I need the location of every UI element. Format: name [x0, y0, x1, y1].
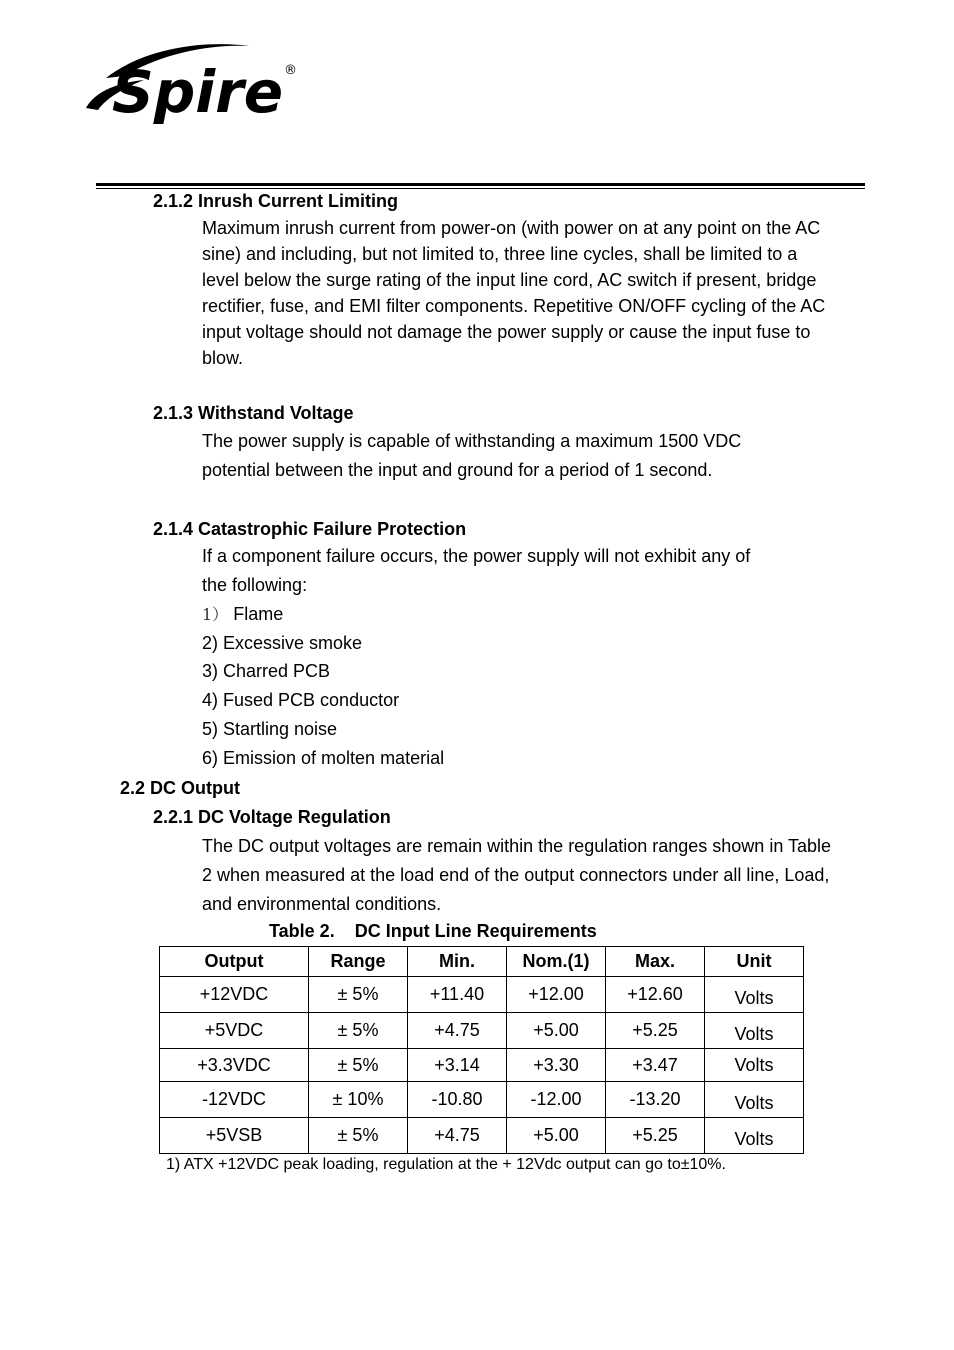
table-cell: Volts [705, 1118, 804, 1154]
registered-mark: ® [284, 63, 297, 78]
table-cell: +12VDC [160, 977, 309, 1013]
spire-logo [84, 38, 304, 133]
list-item [202, 603, 283, 626]
paragraph-catastrophic-failure [202, 542, 750, 600]
table-cell: -13.20 [606, 1082, 705, 1118]
table-cell: +3.30 [507, 1049, 606, 1082]
paragraph-line: input voltage should not damage the power supply or cause the input fuse to [202, 322, 811, 342]
table-cell: Volts [705, 1013, 804, 1049]
paragraph-line: rectifier, fuse, and EMI filter components. Repetitive ON/OFF cycling of the AC [202, 296, 826, 316]
heading-2-2: 2.2 DC Output [120, 778, 240, 798]
paragraph-line: blow. [202, 348, 244, 368]
table-cell: +12.00 [507, 977, 606, 1013]
table-cell: +3.14 [408, 1049, 507, 1082]
table-row [160, 1013, 804, 1049]
table-cell: -12VDC [160, 1082, 309, 1118]
table-footnote: 1) ATX +12VDC peak loading, regulation at the + 12Vdc output can go to±10%. [166, 1156, 726, 1173]
paragraph-line: sine) and including, but not limited to, three line cycles, shall be limited to a [202, 244, 798, 264]
heading-2-1-2: 2.1.2 Inrush Current Limiting [153, 191, 399, 211]
column-header-output: Output [160, 947, 309, 977]
table-row [160, 1118, 804, 1154]
paragraph-line: and environmental conditions. [202, 894, 442, 914]
table-cell: +5.00 [507, 1118, 606, 1154]
table-cell: -12.00 [507, 1082, 606, 1118]
paragraph-withstand-voltage [202, 427, 741, 485]
table-cell: ± 5% [309, 977, 408, 1013]
heading-2-1-4: 2.1.4 Catastrophic Failure Protection [153, 519, 467, 539]
list-item: 2) Excessive smoke [202, 633, 363, 653]
table-cell: Volts [705, 977, 804, 1013]
column-header-unit: Unit [705, 947, 804, 977]
paragraph-line: The DC output voltages are remain within the regulation ranges shown in Table [202, 836, 832, 856]
table-cell: Volts [705, 1049, 804, 1082]
table-cell: +4.75 [408, 1013, 507, 1049]
table-cell: +4.75 [408, 1118, 507, 1154]
table-header-row [160, 947, 804, 977]
logo-wordmark: Spire [112, 58, 284, 126]
table-cell: +5VDC [160, 1013, 309, 1049]
paragraph-inrush-current [202, 215, 825, 371]
list-item: 6) Emission of molten material [202, 748, 445, 768]
table-cell: +5VSB [160, 1118, 309, 1154]
table-cell: Volts [705, 1082, 804, 1118]
table-cell: +12.60 [606, 977, 705, 1013]
table-row [160, 1082, 804, 1118]
table-cell: +5.00 [507, 1013, 606, 1049]
heading-2-1-3: 2.1.3 Withstand Voltage [153, 403, 354, 423]
list-item-text: Flame [233, 604, 284, 624]
table-cell: +3.47 [606, 1049, 705, 1082]
paragraph-line: potential between the input and ground for a period of 1 second. [202, 460, 713, 480]
paragraph-line: 2 when measured at the load end of the output connectors under all line, Load, [202, 865, 830, 885]
table-cell: +11.40 [408, 977, 507, 1013]
list-item: 4) Fused PCB conductor [202, 690, 400, 710]
list-item: 3) Charred PCB [202, 661, 331, 681]
table-cell: +3.3VDC [160, 1049, 309, 1082]
list-item-number: 1） [202, 605, 229, 624]
table-cell: -10.80 [408, 1082, 507, 1118]
paragraph-line: the following: [202, 575, 308, 595]
table-cell: ± 5% [309, 1118, 408, 1154]
table-cell: ± 10% [309, 1082, 408, 1118]
header-rule-thick [96, 183, 865, 186]
heading-2-2-1: 2.2.1 DC Voltage Regulation [153, 807, 391, 827]
table-cell: +5.25 [606, 1118, 705, 1154]
table-cell: ± 5% [309, 1049, 408, 1082]
table-cell: ± 5% [309, 1013, 408, 1049]
column-header-min: Min. [408, 947, 507, 977]
table-caption: Table 2. DC Input Line Requirements [269, 921, 597, 941]
table-row [160, 1049, 804, 1082]
paragraph-line: If a component failure occurs, the power supply will not exhibit any of [202, 546, 751, 566]
column-header-nom: Nom.(1) [507, 947, 606, 977]
table-row [160, 977, 804, 1013]
list-item: 5) Startling noise [202, 719, 338, 739]
paragraph-line: The power supply is capable of withstanding a maximum 1500 VDC [202, 431, 742, 451]
paragraph-line: level below the surge rating of the input line cord, AC switch if present, bridge [202, 270, 817, 290]
paragraph-dc-voltage-regulation [202, 832, 831, 919]
column-header-max: Max. [606, 947, 705, 977]
paragraph-line: Maximum inrush current from power-on (with power on at any point on the AC [202, 218, 821, 238]
dc-output-table [159, 946, 804, 1154]
spire-logo-mark [84, 38, 304, 133]
header-rule-thin [96, 188, 865, 189]
table-cell: +5.25 [606, 1013, 705, 1049]
column-header-range: Range [309, 947, 408, 977]
